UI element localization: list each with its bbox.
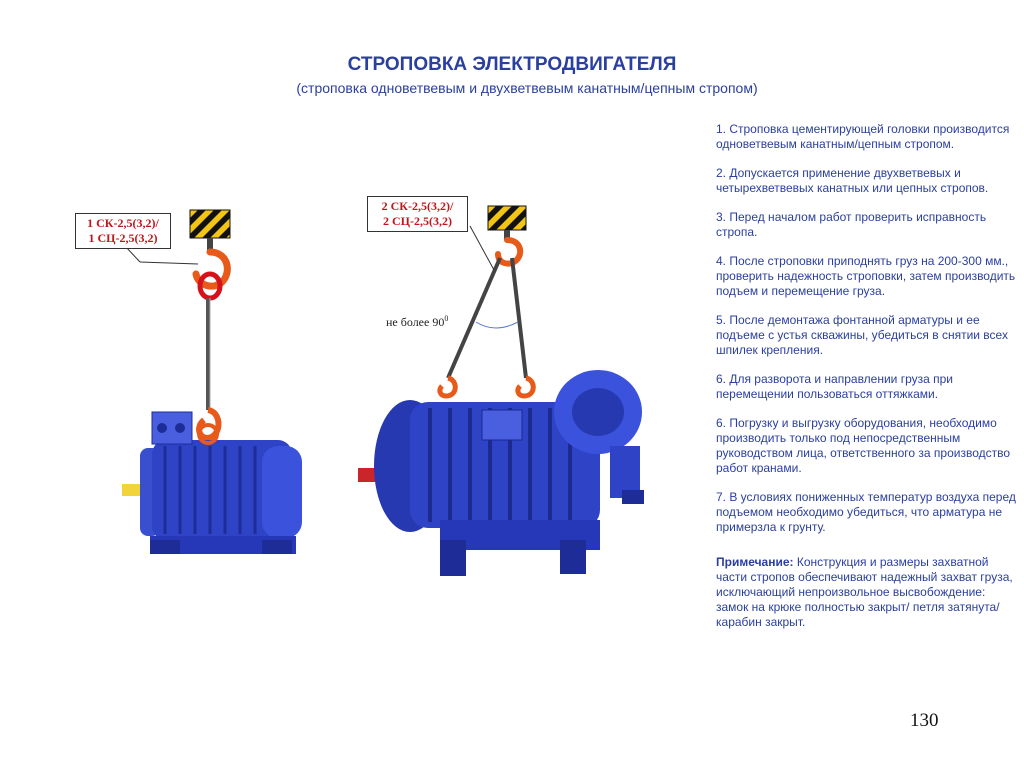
double-sling-assembly [440,206,533,396]
page-number: 130 [910,710,939,731]
crane-hook-right [498,230,520,264]
sling-leg-2 [512,258,526,378]
angle-degree: 0 [444,314,449,323]
single-sling-label-line1: 1 СК-2,5(3,2)/ [87,216,159,230]
motor-right [358,370,644,576]
instruction-item: 6. Для разворота и направлении груза при перемещении пользоваться оттяжками. [716,372,954,401]
angle-text: не более 90 [386,315,445,329]
instruction-item: 2. Допускается применение двухветвевых и четырехветвевых канатных или цепных стропов. [716,166,989,195]
double-sling-label [367,196,468,232]
double-sling-label-line2: 2 СЦ-2,5(3,2) [383,214,452,228]
single-sling-label [75,213,171,249]
hazard-block-left [190,210,230,238]
instruction-item: 5. После демонтажа фонтанной арматуры и ее подъеме с устья скважины, убедиться в снятии всех шпилек крепления. [716,313,1008,357]
instruction-item: 3. Перед началом работ проверить исправность стропа. [716,210,987,239]
remark-text: Конструкция и размеры захватной части стропов обеспечивают надежный захват груза, исключающий непроизвольное высвобождение: замок на крюке полностью закрыт/ петля затянута/ карабин закрыт. [716,555,1013,629]
angle-label [386,314,448,330]
sling-leg-1 [448,258,500,378]
page-subtitle: (строповка одноветвевым и двухветвевым канатным/цепным стропом) [296,80,758,96]
instruction-item: 7. В условиях пониженных температур воздуха перед подъемом необходимо убедиться, что арматура не примерзла к грунту. [716,490,1016,534]
single-sling-label-line2: 1 СЦ-2,5(3,2) [88,231,158,245]
page-title: СТРОПОВКА ЭЛЕКТРОДВИГАТЕЛЯ [347,54,677,75]
crane-hook-left [196,238,227,298]
double-sling-label-line1: 2 СК-2,5(3,2)/ [381,199,454,213]
instructions-list [716,122,1016,630]
remark [716,555,1016,630]
remark-label: Примечание: [716,555,794,569]
instruction-item: 4. После строповки приподнять груз на 200-300 мм., проверить надежность строповки, затем производить подъем и перемещение груза. [716,254,1016,298]
hazard-block-right [488,206,526,230]
instruction-item: 6. Погрузку и выгрузку оборудования, необходимо производить только под непосредственным руководством лица, ответственного за производство работ кранами. [716,416,1011,475]
instruction-item: 1. Строповка цементирующей головки производится одноветвевым канатным/цепным стропом. [716,122,1010,151]
